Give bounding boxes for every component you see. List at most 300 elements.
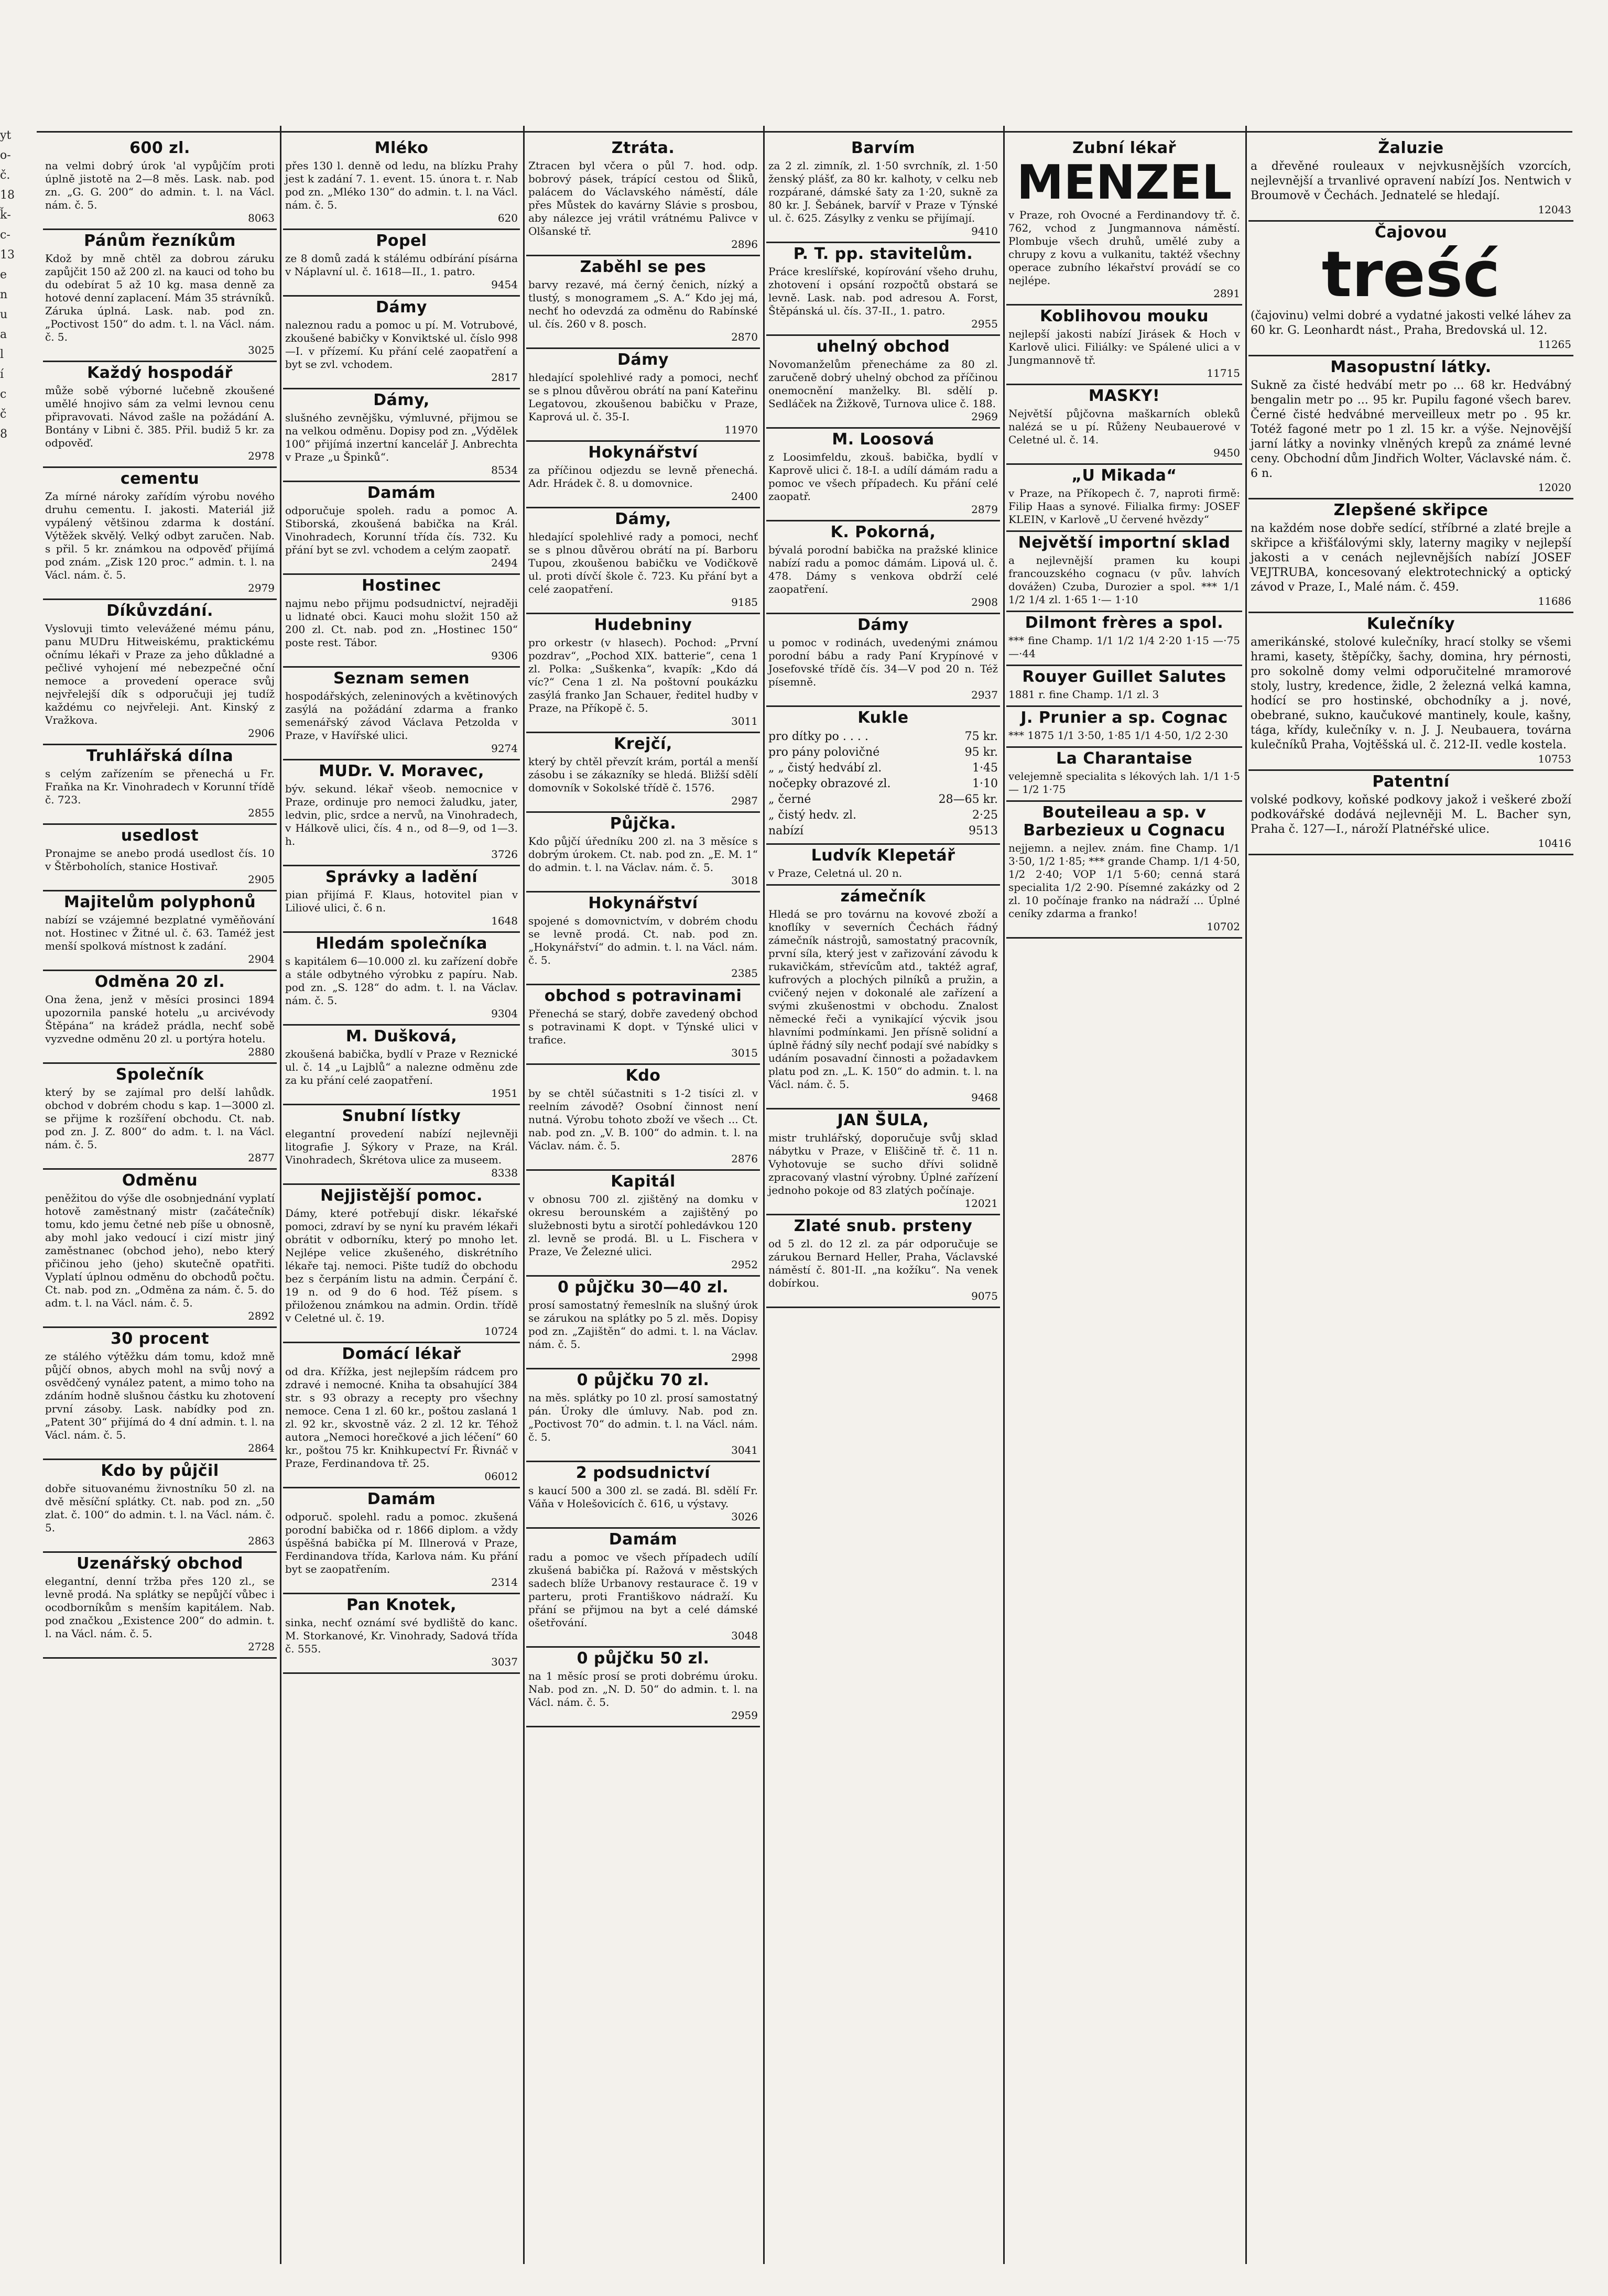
price-row [768,792,998,808]
ad-text: ze 8 domů zadá k stálému odbírání písárna v Náplavní ul. č. 1618—II., 1. patro. [285,252,518,278]
ad-title: obchod s potravinami [544,987,742,1005]
ad-text: od dra. Křížka, jest nejlepším rádcem pro zdravé i nemocné. Kniha ta obsahující 384 str. s 93 obrazy a recepty pro všechny nemoce. Cena 1 zl. 60 kr., poštou zaslaná 1 zl. 92 kr., skvostně váz. 2 zl. 12 kr. Téhož autora „Nemoci horečkové a jich léčení“ 60 kr., poštou 75 kr. Knihkupectví Fr. Řivnáč v Praze, Ferdinandova tř. 25. [285,1365,518,1470]
ad-title: 0 půjčku 70 zl. [577,1371,710,1389]
ad-text: s kaucí 500 a 300 zl. se zadá. Bl. sdělí Fr. Váňa v Holešovicích č. 616, u výstavy. [528,1484,758,1510]
ad-title: Zlepšené skřipce [1333,501,1489,519]
margin-fragment-text: yt [0,129,12,142]
ad-text: elegantní provedení nabízí nejlevněji litografie J. Sýkory v Praze, na Král. Vinohradech, Škrétova ulice za museem. [285,1127,518,1166]
ad-text: pro orkestr (v hlasech). Pochod: „První pozdrav“, „Pochod XIX. batterie“, cena 1 zl. Polka: „Suškenka“, kvapík: „Kdo dá víc?“ Cena 1 zl. Na poštovní poukázku zasýlá franko Jan Schauer, ředitel hudby v Praze, na Příkopě č. 5. [528,636,758,714]
ad-title: Kapitál [611,1172,676,1191]
ad-code: 2879 [971,503,998,516]
ad-title: usedlost [121,826,199,845]
ad-title: Kdo by půjčil [101,1462,219,1480]
classified-ad [526,1277,760,1369]
classified-ad [43,891,277,971]
ad-title: M. Loosová [832,430,935,449]
ad-text: odporuč. spolehl. radu a pomoc. zkušená porodní babička od r. 1866 diplom. a vždy úspěšná babička pí M. Illnerová v Praze, Ferdinandova třída, Karlova nám. Ku přání byt se zaopatřením. [285,1510,518,1575]
ad-title: Čajovou [1374,223,1448,242]
ad-code: 2494 [491,557,518,569]
ad-title: Každý hospodář [87,364,233,382]
ad-code: 9450 [1213,447,1240,459]
ad-text: v Praze, Celetná ul. 20 n. [768,867,903,879]
ad-text: Práce kreslířské, kopírování všeho druhu, zhotovení i opsání rozpočtů obstará se levně. Lask. nab. pod adresou A. Forst, Štěpánská ul. čís. 37-II., 1. patro. [768,265,998,317]
ad-code: 2863 [248,1535,275,1547]
ad-title: K. Pokorná, [830,523,936,541]
ad-title: Ludvík Klepetář [811,846,955,865]
ad-title: P. T. pp. stavitelům. [793,245,973,263]
classified-ad [43,1170,277,1328]
ad-text: prosí samostatný řemeslník na slušný úrok se zárukou na splátky po 5 zl. měs. Dopisy pod zn. „Zajištěn“ do admi. t. l. na Václav. nám. č. 5. [528,1299,758,1351]
classified-ad [1248,137,1573,222]
ad-code: 11265 [1538,338,1571,351]
ad-title: Pan Knotek, [346,1596,457,1614]
ad-title: Půjčka. [610,814,677,833]
classified-ad [283,482,520,575]
ad-title: Zlaté snub. prsteny [794,1217,973,1235]
classified-ad [1248,499,1573,613]
ad-text: hledající spolehlivé rady a pomoci, nechť se s plnou důvěrou obrátí na paní Kateřinu Legatovou, zkoušenou babičku v Praze, Kaprová ul. č. 35-I. [528,371,758,423]
classified-ad [43,971,277,1064]
ad-title: Masopustní látky. [1330,358,1492,376]
classified-ad [766,137,1000,243]
classified-ad [526,442,760,508]
classified-ad [526,1462,760,1529]
ad-text: sinka, nechť oznámí své bydliště do kanc. M. Storkanové, Kr. Vinohrady, Sadová třída č. 555. [285,1616,518,1655]
margin-fragment-text: a [0,328,7,341]
ad-title: Nejjistější pomoc. [320,1187,483,1205]
ad-code: 2979 [248,582,275,594]
ad-text: odporučuje spoleh. radu a pomoc A. Stiborská, zkoušená babička na Král. Vinohradech, Korunní třída čís. 732. Ku přání byt se zvl. vchodem a celým zaopatř. [285,504,518,556]
ad-title: Snubní lístky [342,1107,461,1125]
ad-title: Hostinec [362,576,441,595]
ad-text: ze stálého výtěžku dám tomu, kdož mně půjčí obnos, abych mohl na svůj nový a osvědčený vynález patent, a mimo toho na zdáním hodně slušnou částku ku zhotovení první zásoby. Lask. nabídky pod zn. „Patent 30“ přijímá do 4 dní admin. t. l. na Václ. nám. č. 5. [45,1350,275,1441]
classified-ad [1248,771,1573,855]
classified-ad [283,760,520,866]
ad-text: Ztracen byl včera o půl 7. hod. odp. bobrový pásek, trápící cestou od Šliků, palácem do Václavského náměstí, dále přes Můstek do kavárny Slávie s prosbou, aby nálezce jej vrátil vrátnému Palivce v Olšanské tř. [528,159,758,237]
ad-code: 2870 [731,331,758,343]
ad-title: Díkůvzdání. [106,602,213,620]
classified-ad [526,349,760,442]
ad-code: 10416 [1538,837,1571,850]
ad-code: 9454 [491,278,518,291]
ad-title: Odměna 20 zl. [94,973,225,991]
classified-ad [1006,465,1242,532]
column-6 [1248,137,1573,2265]
column-rule [523,126,525,2264]
ad-title: uhelný obchod [816,338,950,356]
ad-text: za 2 zl. zimník, zl. 1·50 svrchník, zl. 1·50 ženský plášť, za 80 kr. kalhoty, v celku neb rozpárané, dámské šaty za 1·20, sukně za 80 kr. J. Šebánek, barvíř v Praze v Týnské ul. č. 625. Zásylky z venku se přijímají. [768,159,998,224]
ad-code: 8063 [248,212,275,224]
ad-code: 2876 [731,1152,758,1165]
top-rule [37,131,1572,133]
ad-text: peněžitou do výše dle osobnjednání vyplatí hotově zaměstnaný mistr (začátečník) tomu, kdo jemu četné neb píše u obnosně, aby mohl jako vedoucí i cizí mistr jiný zaměstnanec (obchod jeho), nebo který přičinou jeho (jeho) skutečně opatřiti. Vyplatí úplnou odměnu do obchodů počtu. Ct. nab. pod zn. „Odměna za nám. č. 5. do adm. t. l. na Václ. nám. č. 5. [45,1192,275,1309]
ad-code: 2955 [971,318,998,330]
ad-code: 12021 [964,1197,998,1210]
ad-code: 3041 [731,1444,758,1456]
column-3 [526,137,760,2265]
ad-title: Žaluzie [1378,139,1444,157]
ad-code: 12020 [1538,481,1571,494]
margin-fragment-text: ǩ- [0,209,11,222]
ad-code: 1648 [491,915,518,927]
classified-ad [43,1553,277,1659]
classified-ad [766,707,1000,845]
ad-text: slušného zevnějšku, výmluvné, přijmou se na velkou odměnu. Dopisy pod zn. „Výdělek 100“ přijímá inzertní kancelář J. Anbrechta v Praze „u Špinků“. [285,411,518,463]
ad-code: 2877 [248,1151,275,1164]
ad-title: 600 zl. [129,139,190,157]
ad-title: Zaběhl se pes [580,258,707,276]
classified-ad [526,813,760,893]
ad-code: 2908 [971,596,998,608]
ad-text: by se chtěl súčastniti s 1-2 tisíci zl. v reelním závodě? Osobní činnost není nutná. Výrobu tohoto zboží ve všech ... Ct. nab. pod zn. „V. B. 100“ do admin. t. l. na Václav. nám. č. 5. [528,1087,758,1152]
margin-fragment-text: 8 [0,428,7,441]
ad-title: Kukle [857,709,909,727]
ad-title: JAN ŠULA, [837,1111,929,1129]
ad-code: 3018 [731,874,758,887]
ad-code: 2817 [491,371,518,384]
classified-ad [766,243,1000,336]
price-value: 1·45 [972,761,998,775]
ad-title: 30 procent [111,1330,209,1348]
margin-fragment-text: e [0,268,7,281]
column-5 [1006,137,1242,2265]
ad-title: Koblihovou mouku [1040,307,1209,325]
price-value: 2·25 [972,809,998,822]
classified-ad [766,521,1000,614]
ad-code: 2896 [731,238,758,251]
ad-title: Dámy [376,298,427,317]
classified-ad [526,256,760,349]
ad-title: Správky a ladění [325,868,478,886]
classified-ad [1006,666,1242,707]
classified-ad [766,614,1000,707]
classified-ad [766,1215,1000,1308]
ad-text: radu a pomoc ve všech případech udílí zkušená babička pí. Ražová v městských sadech blíže Urbanovy restaurace č. 19 v parteru, proti Františkovo nádraží. Ku přání se přijmou na byt a celé dámské ošetřování. [528,1551,758,1629]
ad-code: 10702 [1207,920,1240,933]
ad-code: 3011 [731,715,758,727]
ad-text: a nejlevnější pramen ku koupi francouzského cognacu (v pův. lahvích dovážen) Czuba, Durozier a spol. *** 1/1 1/2 1/4 zl. 1·65 1·— 1·10 [1008,554,1240,606]
ad-text: spojené s domovnictvím, v dobrém chodu se levně prodá. Ct. nab. pod zn. „Hokynářství“ do admin. t. l. na Václ. nám. č. 5. [528,915,758,966]
ad-code: 2314 [491,1576,518,1588]
ad-title: Největší importní sklad [1018,534,1231,552]
ad-title: Odměnu [122,1171,198,1190]
ad-display-word: treść [1321,238,1501,311]
ad-text: volské podkovy, koňské podkovy jakož i veškeré zboží podkovářské dodává nejlevněji M. L. Bacher syn, Praha č. 127—I., nároží Platnéřské ulice. [1251,793,1571,836]
ad-title: Uzenářský obchod [77,1554,243,1573]
ad-code: 10753 [1538,753,1571,765]
ad-title: Dámy, [615,510,671,528]
ad-title: Damám [609,1530,678,1549]
ad-title: Domácí lékař [342,1345,461,1363]
classified-ad [526,1529,760,1648]
ad-code: 9306 [491,649,518,662]
ad-title: Kdo [625,1067,661,1085]
ad-text: Přenechá se starý, dobře zavedený obchod s potravinami K dopt. v Týnské ulici v trafice. [528,1007,758,1046]
price-label: pro pány polovičné [768,746,880,759]
margin-fragment-text: n [0,288,8,301]
ad-title: Hudebniny [594,616,692,634]
ad-title: MASKY! [1088,387,1160,405]
ad-title: Seznam semen [333,669,470,688]
ad-code: 2937 [971,689,998,701]
ad-text: amerikánské, stolové kulečníky, hrací stolky se všemi hrami, kasety, štěpíčky, šachy, domina, hry pérnosti, pro sokolně domy velmi odporučitelné mramorové stoly, lustry, kredence, židle, 2 železná velká kamna, hodící se pro hostinské, obchodníky a j. nové, obebrané, sukno, kaučukové mantinely, koule, kašny, tága, křídy, kulečníky v. n. J. J. Neubauera, továrna kulečníků Praha, Vojtěšská ul. č. 212-II. vedle kostela. [1251,636,1571,752]
classified-ad [283,230,520,297]
ad-title: Popel [376,232,427,250]
classified-ad [283,1594,520,1674]
classified-ad [43,1064,277,1170]
ad-text: *** fine Champ. 1/1 1/2 1/4 2·20 1·15 —·75 —·44 [1008,634,1240,660]
ad-title: La Charantaise [1056,749,1192,768]
classified-ad [526,508,760,614]
ad-code: 2855 [248,807,275,819]
ad-title: M. Dušková, [345,1027,458,1046]
classified-ad [526,733,760,813]
ad-text: Vyslovuji timto velevážené mému pánu, panu MUDru Hitweiskému, praktickému očnímu lékaři v Praze za jeho důkladné a pečlivé vyhojení mé nebezpečné oční nemoce a provedení operace svůj nejvřelejší dík s odporučuji jej tudíž každému co nejvřeleji. Ant. Kinský z Vražkova. [45,622,275,726]
ad-code: 9185 [731,596,758,608]
ad-title: Majitelům polyphonů [63,893,256,911]
ad-text: od 5 zl. do 12 zl. za pár odporučuje se zárukou Bernard Heller, Praha, Václavské náměstí č. 801-II. „na kožíku“. Na venek dobírkou. [768,1237,998,1289]
ad-text: Největší půjčovna maškarních obleků nalézá se u pí. Růženy Neubauerové v Celetné ul. č. 14. [1008,407,1240,446]
ad-text: Pronajme se anebo prodá usedlost čís. 10 v Štěrboholích, stanice Hostivař. [45,847,275,873]
ad-title: Ztráta. [611,139,675,157]
ad-title: Barvím [851,139,915,157]
ad-code: 2959 [731,1709,758,1722]
ad-text: najmu nebo přijmu podsudnictví, nejraději u lidnaté obci. Kauci mohu složit 150 až 200 zl. Ct. nab. pod zn. „Hostinec 150“ poste rest. Tábor. [285,597,518,649]
ad-text: barvy rezavé, má černý čenich, nízký a tlustý, s monogramem „S. A.“ Kdo jej má, nechť ho odevzdá za odměnu do Rabínské ul. čís. 260 v 8. posch. [528,278,758,330]
margin-fragment-text: l [0,348,4,361]
ad-text: býv. sekund. lékař všeob. nemocnice v Praze, ordinuje pro nemoci žaludku, jater, ledvin, plic, srdce a nervů, na Vinohradech, v Hálkově ulici, čís. 4 n., od 8—9, od 1—3. h. [285,782,518,847]
ad-text: u pomoc v rodinách, uvedenými známou porodní bábu a rady Paní Krypínové v Josefovské třídě čís. 34—V pod 20 n. Též písemně. [768,636,998,688]
column-rule [1245,126,1247,2264]
ad-code: 9075 [971,1290,998,1302]
price-label: „ „ čistý hedvábí zl. [768,761,882,775]
ad-text: velejemně specialita s lékových lah. 1/1 1·5— 1/2 1·75 [1008,770,1240,796]
ad-text: přes 130 l. denně od ledu, na blízku Prahy jest k zadání 7. 1. event. 15. února t. r. Nab pod zn. „Mléko 130“ do admin. t. l. na Václ. nám. č. 5. [285,159,518,211]
classified-ad [43,468,277,600]
ad-code: 3726 [491,848,518,861]
classified-ad [1006,137,1242,306]
ad-title: Hokynářství [588,443,698,462]
ad-code: 11970 [724,423,758,436]
margin-fragment-text: 13 [0,248,15,262]
ad-code: 2400 [731,490,758,503]
ad-title: zámečník [840,887,926,906]
price-value: 95 kr. [964,746,998,759]
margin-fragment-text: 18 [0,189,15,202]
ad-text: na měs. splátky po 10 zl. prosí samostatný pán. Úroky dle úmluvy. Nab. pod zn. „Poctivost 70“ do admin. t. l. na Václ. nám. č. 5. [528,1391,758,1443]
classified-ad [766,886,1000,1109]
classified-ad [1006,612,1242,666]
classified-ad [1006,532,1242,612]
ad-display-word: MENZEL [1016,155,1232,210]
price-row [768,729,998,745]
classified-ad [526,1065,760,1171]
ad-code: 3048 [731,1629,758,1642]
ad-text: na každém nose dobře sedící, stříbrné a zlaté brejle a skřipce a křišťálovými skly, laterny magiky v nejlepší jakosti a v cenách nejlevnějších nabízí JOSEF VEJTRUBA, koncesovaný elektrotechnický a optický závod v Praze, I., Malé nám. č. 459. [1251,522,1571,594]
price-value: 75 kr. [964,730,998,743]
ad-code: 3026 [731,1510,758,1523]
ad-text: Novomanželům přenecháme za 80 zl. zaručeně dobrý uhelný obchod za příčinou onemocnění manželky. Bl. sdělí p. Sedláček na Žižkově, Turnova ulice č. 188. [768,358,998,410]
ad-code: 2987 [731,795,758,807]
ad-text: Sukně za čisté hedvábí metr po ... 68 kr. Hedvábný bengalin metr po ... 95 kr. Pupilu fagoné všech barev. Černé čisté hedvábné merveilleux metr po . 95 kr. Totéž fagoné metr po 1 zl. 15 kr. a výše. Nejnovější jarní látky a novinky vlněných krepů za známé levné ceny. Obchodní dům Jindřich Wolter, Václavské nám. č. 6 n. [1251,379,1571,480]
classified-ad [43,825,277,891]
ad-title: Bouteileau a sp. v Barbezieux u Cognacu [1023,803,1225,840]
ad-title: cementu [120,470,200,488]
price-value: 1·10 [972,777,998,790]
classified-ad [526,985,760,1065]
ad-text: v Praze, roh Ovocné a Ferdinandovy tř. č. 762, vchod z Jungmannova náměstí. Plombuje všech druhů, umělé zuby a chrupy z kovu a vulkanitu, taktéž všechny operace zubního lékařství provádí se co nejlépe. [1008,209,1240,287]
column-1 [43,137,277,2265]
ad-title: 2 podsudnictví [575,1464,711,1482]
ad-code: 2892 [248,1310,275,1322]
classified-ad [283,933,520,1026]
price-row [768,745,998,760]
price-value: 9513 [969,824,998,837]
ad-code: 2880 [248,1046,275,1058]
ad-title: Pánům řezníkům [84,232,236,250]
ad-text: v obnosu 700 zl. zjištěný na domku v okresu berounském a zajištěný po služebnosti bytu a sirotčí pohledávkou 120 zl. levně se prodá. Bl. u L. Fischera v Praze, Ve Železné ulici. [528,1193,758,1258]
classified-ad [283,1343,520,1488]
ad-text: dobře situovanému živnostníku 50 zl. na dvě měsíční splátky. Ct. nab. pod zn. „50 zlat. č. 100“ do admin. t. l. na Václ. nám. č. 5. [45,1482,275,1534]
ad-text: nejjemn. a nejlev. znám. fine Champ. 1/1 3·50, 1/2 1·85; *** grande Champ. 1/1 4·50, 1/2 2·40; VOP 1/1 5·60; cenná stará specialita 1/2 2·90. Písemné zakázky od 2 zl. 10 počínaje franko na nádraží ... Úplné ceníky zdarma a franko! [1008,842,1240,920]
ad-title: Kulečníky [1366,615,1455,633]
ad-text: s kapitálem 6—10.000 zl. ku zařízení dobře a stále odbytného výrobku z papíru. Nab. pod zn. „S. 128“ do adm. t. l. na Václav. nám. č. 5. [285,955,518,1007]
price-row [768,823,998,839]
classified-ad [526,893,760,985]
ad-title: J. Prunier a sp. Cognac [1020,709,1228,727]
ad-title: Damám [367,1490,436,1508]
ad-code: 2891 [1213,287,1240,300]
ad-text: naleznou radu a pomoc u pí. M. Votrubové, zkoušené babičky v Konviktské ul. číslo 998—I. v přízemí. Ku přání celé zaopatření a byt se zvl. vchodem. [285,319,518,371]
ad-code: 2969 [971,410,998,423]
price-label: „ čistý hedv. zl. [768,809,856,822]
price-label: nočepky obrazové zl. [768,777,891,790]
ad-code: 3037 [491,1656,518,1668]
margin-fragment [0,126,20,597]
ad-text: Kdož by mně chtěl za dobrou záruku zapůjčit 150 až 200 zl. na kauci od toho bu du odebírat 5 až 10 kg. masa denně za hotové denní zaplacení. Mám 35 strávníků. Záruka úplná. Lask. nab. pod zn. „Poctivost 150“ do adm. t. l. na Václ. nám. č. 5. [45,252,275,343]
ad-text: v Praze, na Příkopech č. 7, naproti firmě: Filip Haas a synové. Filialka firmy: JOSEF KLEIN, v Karlově „U červené hvězdy“ [1008,487,1240,526]
ad-text: na velmi dobrý úrok 'al vypůjčím proti úplně jistotě na 2—8 měs. Lask. nab. pod zn. „G. G. 200“ do admin. t. l. na Václ. nám. č. 5. [45,159,275,211]
ad-code: 9410 [971,225,998,237]
ad-text: pian přijímá F. Klaus, hotovitel pian v Liliové ulici, č. 6 n. [285,888,518,914]
column-rule [280,126,281,2264]
ad-code: 620 [497,212,518,224]
margin-fragment-text: č [0,408,7,421]
ad-text: Ona žena, jenž v měsíci prosinci 1894 upozornila panské hotelu „u arcivévody Štěpána“ na krádež prádla, nechť sobě vyzvedne odměnu 20 zl. u portýra hotelu. [45,993,275,1045]
ad-title: Damám [367,484,436,502]
ad-text: z Loosimfeldu, zkouš. babička, bydlí v Kaprově ulici č. 18-I. a udílí dámám radu a pomoc ve všech případech. Ku přání celé zaopatř. [768,451,998,503]
price-row [768,760,998,776]
ad-text: za příčinou odjezdu se levně přenechá. Adr. Hrádek č. 8. u domovnice. [528,464,758,489]
classified-ad [43,362,277,468]
price-label: „ černé [768,793,811,806]
column-rule [1003,126,1005,2264]
ad-code: 8338 [491,1167,518,1179]
ad-text: s celým zařízením se přenechá u Fr. Fraňka na Kr. Vinohradech v Korunní třídě č. 723. [45,767,275,806]
classified-ad [1006,802,1242,939]
ad-title: Společník [115,1065,204,1084]
classified-ad [43,745,277,825]
ad-title: MUDr. V. Moravec, [319,762,484,780]
ad-code: 9468 [971,1091,998,1104]
classified-ad [283,866,520,933]
ad-title: Hledám společníka [316,934,487,953]
margin-fragment-text: c- [0,228,10,242]
classified-ad [283,1026,520,1105]
classified-ad [766,336,1000,429]
ad-text: 1881 r. fine Champ. 1/1 zl. 3 [1008,688,1159,701]
classified-ad [766,429,1000,521]
classified-ad [1248,356,1573,499]
ad-code: 8534 [491,464,518,476]
ad-code: 10724 [484,1325,518,1337]
ad-text: hledající spolehlivé rady a pomoci, nechť se s plnou důvěrou obrátí na pí. Barboru Tupou, zkoušenou babičku ve Vodičkově ul. proti dívčí škole č. 723. Ku přání byt a celé zaopatření. [528,530,758,595]
ad-title: „U Mikada“ [1071,466,1177,485]
classified-ad [1006,306,1242,385]
ad-code: 2998 [731,1351,758,1364]
ad-title: Dilmont frères a spol. [1025,614,1224,632]
price-label: nabízí [768,824,804,837]
classified-ad [526,1648,760,1727]
classified-ad [1248,222,1573,356]
margin-fragment-text: o- [0,149,11,162]
ad-text: který by chtěl převzít krám, portál a menší zásobu i se zákazníky se hledá. Bližší sdělí domovník v Sokolské třídě č. 1576. [528,755,758,794]
ad-text: hospodářských, zeleninových a květinových zasýlá na požádání zdarma a franko semenářský závod Václava Petzolda v Praze, v Havířské ulici. [285,690,518,742]
ad-text: na 1 měsíc prosí se proti dobrému úroku. Nab. pod zn. „N. D. 50“ do admin. t. l. na Václ. nám. č. 5. [528,1670,758,1709]
ad-text: mistr truhlářský, doporučuje svůj sklad nábytku v Praze, v Eliščině tř. č. 11 n. Vyhotovuje se sucho dřívi solidně zpracovaný vlastní výrobny. Úplné zařízení jednoho pokoje od 83 zlatých počínaje. [768,1131,998,1196]
classified-ad [283,668,520,760]
column-2 [283,137,520,2265]
ad-code: 2904 [248,953,275,965]
ad-code: 11715 [1207,367,1240,379]
ad-code: 1951 [491,1087,518,1100]
classified-ad [1006,748,1242,802]
classified-ad [283,389,520,482]
classified-ad [43,1328,277,1460]
ad-code: 3025 [248,344,275,356]
ad-text: bývalá porodní babička na pražské klinice nabízí radu a pomoc dámám. Lipová ul. č. 478. Dámy s venkova obdrží celé zaopatření. [768,543,998,595]
ad-code: 2978 [248,450,275,462]
ad-title: Truhlářská dílna [86,747,234,765]
classified-ad [283,1488,520,1594]
ad-text: elegantní, denní tržba přes 120 zl., se levně prodá. Na splátky se nepůjčí vůbec i ocodborníkům s menším kapitálem. Nab. pod značkou „Existence 200“ do admin. t. l. na Václ. nám. č. 5. [45,1575,275,1640]
ad-code: 11686 [1538,595,1571,607]
ad-code: 2906 [248,727,275,739]
classified-ad [283,137,520,230]
classified-ad [283,575,520,668]
ad-code: 2905 [248,873,275,886]
ad-title: Rouyer Guillet Salutes [1022,668,1226,686]
ad-title: 0 půjčku 50 zl. [577,1649,710,1668]
ad-code: 2728 [248,1640,275,1653]
ad-text: a dřevěné rouleaux v nejvkusnějších vzorcích, nejlevnější a trvanlivé opravení nabízí Jos. Nentwich v Broumově v Čechách. Jednatelé se hledají. [1251,160,1571,202]
ad-code: 3015 [731,1047,758,1059]
ad-code: 9304 [491,1007,518,1020]
ad-text: Hledá se pro továrnu na kovové zboží a knoflíky v severních Čechách řádný zámečník nástrojů, samostatný pracovník, první síla, který jest v zařizování závodu k rukavičkám, střevícům atd., taktéž agraf, kufrových a plochých pilníků a pružin, a cvičený nejen v dokonalé ale zařízení a svými zkušenostmi v obchodu. Znalost německé řeči a vynikající výcvik jsou hlavními podmínkami. Jen přísně solidní a úplně řádný síly nechť podají své nabídky s udáním posavadní činnosti a požadavkem platu pod zn. „L. K. 150“ do admin. t. l. na Václ. nám. č. 5. [768,908,998,1091]
classified-ad [1248,613,1573,771]
ad-title: Dámy, [373,391,430,409]
margin-fragment-text: č. [0,169,10,182]
ad-title: Zubní lékař [1072,139,1176,157]
margin-fragment-text: u [0,308,8,321]
ad-text: který by se zajímal pro delší lahůdk. obchod v dobrém chodu s kap. 1—3000 zl. se přijme k rozšíření obchodu. Ct. nab. pod zn. J. Z. 800“ do adm. t. l. na Václ. nám. č. 5. [45,1086,275,1151]
ad-code: 12043 [1538,203,1571,216]
classified-ad [283,1105,520,1185]
ad-text: (čajovinu) velmi dobré a vydatné jakosti velké láhev za 60 kr. G. Leonhardt nást., Praha, Bredovská ul. 12. [1251,309,1571,337]
ad-title: 0 půjčku 30—40 zl. [557,1278,729,1297]
margin-fragment-text: í [0,368,4,381]
ad-text: nejlepší jakosti nabízí Jirásek & Hoch v Karlově ulici. Filiálky: ve Spálené ulici a v Jungmannově tř. [1008,328,1240,366]
